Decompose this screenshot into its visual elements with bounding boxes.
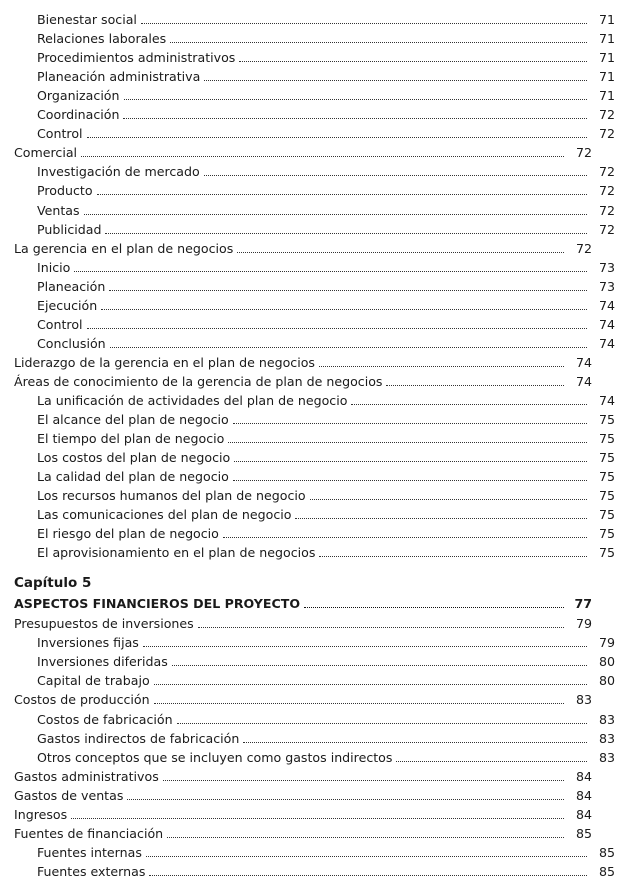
toc-entry-page-number: 72 [575, 240, 592, 256]
toc-entry[interactable] [0, 160, 637, 179]
toc-entry-title: El tiempo del plan de negocio [37, 431, 225, 447]
dot-leader [105, 233, 587, 234]
toc-entry[interactable] [0, 822, 614, 841]
toc-entry-page-number: 72 [598, 183, 615, 199]
toc-entry-title: Conclusión [37, 335, 106, 351]
dot-leader [167, 837, 564, 838]
toc-entry[interactable] [0, 522, 637, 541]
toc-entry[interactable] [0, 784, 614, 803]
toc-entry-title: Inicio [37, 259, 71, 275]
chapter-page-number: 77 [574, 596, 592, 611]
dot-leader [146, 856, 587, 857]
dot-leader [319, 556, 587, 557]
toc-entry[interactable] [0, 408, 637, 427]
toc-entry[interactable] [0, 370, 614, 389]
dot-leader [228, 442, 587, 443]
toc-entry-title: Costos de fabricación [37, 711, 173, 727]
toc-entry[interactable] [0, 727, 637, 746]
toc-entry-title: Inversiones fijas [37, 635, 139, 651]
toc-entry[interactable] [0, 294, 637, 313]
toc-entry-title: Los recursos humanos del plan de negocio [37, 488, 306, 504]
chapter-title: ASPECTOS FINANCIEROS DEL PROYECTO [14, 596, 301, 611]
toc-entry-page-number: 84 [575, 787, 592, 803]
dot-leader [123, 118, 587, 119]
toc-entry-title: Inversiones diferidas [37, 654, 168, 670]
toc-entry-page-number: 74 [598, 393, 615, 408]
toc-entry-title: Fuentes de financiación [14, 826, 164, 842]
toc-entry-title: Coordinación [37, 107, 120, 123]
dot-leader [163, 780, 564, 781]
toc-entry-title: La unificación de actividades del plan de negocio [37, 393, 348, 408]
toc-entry-title: El riesgo del plan de negocio [37, 526, 219, 542]
toc-entry-page-number: 75 [598, 431, 615, 447]
dot-leader [87, 328, 587, 329]
toc-entry[interactable] [0, 332, 637, 351]
toc-entry-title: El aprovisionamiento en el plan de negocios [37, 545, 316, 561]
toc-entry-title: Planeación administrativa [37, 69, 201, 85]
toc-entry-title: Organización [37, 88, 120, 104]
dot-leader [149, 875, 587, 876]
toc-entry-title: Comercial [14, 145, 78, 161]
toc-entry-page-number: 71 [598, 69, 615, 85]
toc-entry[interactable] [0, 8, 637, 27]
toc-entry[interactable] [0, 484, 637, 503]
toc-entry-title: Liderazgo de la gerencia en el plan de negocios [14, 354, 315, 370]
dot-leader [237, 252, 564, 253]
toc-entry-page-number: 85 [598, 845, 615, 861]
toc-entry[interactable] [0, 841, 637, 860]
toc-entry[interactable] [0, 446, 637, 465]
toc-entry[interactable] [0, 141, 614, 160]
dot-leader [295, 518, 587, 519]
chapter-title-entry[interactable] [0, 592, 614, 611]
dot-leader [170, 42, 587, 43]
toc-entry-title: Relaciones laborales [37, 31, 167, 47]
toc-entry-page-number: 79 [575, 616, 592, 631]
toc-entry-title: Gastos de ventas [14, 787, 124, 803]
dot-leader [239, 61, 587, 62]
toc-entry-title: Otros conceptos que se incluyen como gastos indirectos [37, 749, 393, 765]
toc-entry[interactable] [0, 465, 637, 484]
toc-entry-title: Áreas de conocimiento de la gerencia de plan de negocios [14, 373, 383, 389]
toc-entry-title: Control [37, 316, 83, 332]
dot-leader [87, 137, 587, 138]
toc-entry[interactable] [0, 612, 614, 631]
dot-leader [234, 461, 587, 462]
toc-entry-page-number: 74 [575, 373, 592, 389]
dot-leader [198, 627, 564, 628]
dot-leader [154, 703, 564, 704]
toc-entry-page-number: 74 [598, 316, 615, 332]
dot-leader [223, 537, 587, 538]
toc-entry-page-number: 74 [575, 354, 592, 370]
toc-entry-page-number: 74 [598, 297, 615, 313]
dot-leader [386, 385, 564, 386]
toc-entry-page-number: 85 [598, 864, 615, 880]
toc-entry-page-number: 74 [598, 335, 615, 351]
toc-entry-page-number: 72 [598, 221, 615, 237]
toc-entry-page-number: 71 [598, 12, 615, 27]
toc-entry-page-number: 83 [598, 730, 615, 746]
toc-entry[interactable] [0, 46, 637, 65]
toc-entry[interactable] [0, 427, 637, 446]
toc-entry[interactable] [0, 122, 637, 141]
dot-leader [351, 404, 587, 405]
toc-entry[interactable] [0, 27, 637, 46]
toc-entry-title: Control [37, 126, 83, 142]
toc-entry-title: Publicidad [37, 221, 102, 237]
dot-leader [396, 761, 587, 762]
toc-entry-page-number: 75 [598, 450, 615, 466]
toc-entry[interactable] [0, 860, 637, 879]
dot-leader [97, 194, 587, 195]
chapter-label: Capítulo 5 [14, 575, 92, 591]
dot-leader [204, 175, 587, 176]
toc-entry[interactable] [0, 256, 637, 275]
dot-leader [81, 156, 564, 157]
toc-entry-title: El alcance del plan de negocio [37, 412, 229, 428]
toc-entry-page-number: 84 [575, 807, 592, 822]
dot-leader [233, 423, 587, 424]
toc-entry-page-number: 83 [598, 749, 615, 765]
toc-entry-page-number: 83 [575, 692, 592, 708]
dot-leader [127, 799, 564, 800]
toc-entry[interactable] [0, 84, 637, 103]
toc-entry-page-number: 71 [598, 88, 615, 104]
toc-entry[interactable] [0, 803, 614, 822]
toc-entry-page-number: 73 [598, 278, 615, 294]
toc-entry-title: Capital de trabajo [37, 673, 150, 689]
toc-entry-title: Fuentes internas [37, 845, 142, 861]
toc-entry[interactable] [0, 65, 637, 84]
dot-leader [319, 366, 564, 367]
toc-entry-page-number: 72 [598, 202, 615, 218]
dot-leader [204, 80, 587, 81]
toc-entry-page-number: 71 [598, 50, 615, 66]
toc-entry[interactable] [0, 199, 637, 218]
toc-entry[interactable] [0, 708, 637, 727]
dot-leader [233, 480, 587, 481]
toc-entry[interactable] [0, 503, 637, 522]
toc-entry-title: Procedimientos administrativos [37, 50, 236, 66]
dot-leader [143, 646, 587, 647]
toc-entry-title: Las comunicaciones del plan de negocio [37, 507, 292, 523]
toc-entry-page-number: 80 [598, 673, 615, 689]
toc-entry[interactable] [0, 389, 637, 408]
toc-entry-page-number: 80 [598, 654, 615, 670]
toc-entry-page-number: 75 [598, 545, 615, 561]
toc-entry-page-number: 84 [575, 768, 592, 784]
toc-entry-page-number: 72 [598, 164, 615, 180]
toc-entry[interactable] [0, 746, 637, 765]
toc-entry-title: Los costos del plan de negocio [37, 450, 231, 466]
dot-leader [71, 818, 564, 819]
dot-leader [109, 290, 587, 291]
dot-leader [124, 99, 588, 100]
toc-entry-page-number: 83 [598, 711, 615, 727]
toc-entry-page-number: 75 [598, 469, 615, 485]
dot-leader [310, 499, 587, 500]
toc-entry-title: La gerencia en el plan de negocios [14, 240, 234, 256]
toc-entry-page-number: 72 [598, 126, 615, 142]
toc-entry-title: Bienestar social [37, 12, 137, 27]
toc-entry[interactable] [0, 103, 637, 122]
dot-leader [141, 23, 587, 24]
toc-entry-page-number: 85 [575, 826, 592, 842]
toc-entry-title: Planeación [37, 278, 106, 294]
toc-entry-title: Ejecución [37, 297, 98, 313]
toc-entry-title: Fuentes externas [37, 864, 146, 880]
toc-entry-title: Gastos administrativos [14, 768, 159, 784]
dot-leader [172, 665, 587, 666]
dot-leader [84, 214, 587, 215]
toc-entry-page-number: 73 [598, 259, 615, 275]
toc-entry[interactable] [0, 765, 614, 784]
toc-entry-title: Producto [37, 183, 93, 199]
toc-entry-page-number: 72 [575, 145, 592, 161]
toc-entry-page-number: 75 [598, 507, 615, 523]
toc-entry[interactable] [0, 351, 614, 370]
toc-entry[interactable] [0, 218, 637, 237]
toc-entry-title: La calidad del plan de negocio [37, 469, 229, 485]
toc-entry-title: Presupuestos de inversiones [14, 616, 194, 631]
toc-entry[interactable] [0, 179, 637, 198]
dot-leader [101, 309, 587, 310]
toc-entry-title: Ventas [37, 202, 80, 218]
dot-leader [154, 684, 587, 685]
toc-entry[interactable] [0, 631, 637, 650]
toc-entry-title: Costos de producción [14, 692, 150, 708]
toc-entry-page-number: 75 [598, 488, 615, 504]
toc-entry-page-number: 72 [598, 107, 615, 123]
toc-entry[interactable] [0, 688, 614, 707]
toc-entry[interactable] [0, 237, 614, 256]
toc-entry-title: Gastos indirectos de fabricación [37, 730, 240, 746]
toc-entry[interactable] [0, 275, 637, 294]
toc-entry[interactable] [0, 313, 637, 332]
dot-leader [110, 347, 587, 348]
toc-entry-title: Investigación de mercado [37, 164, 200, 180]
toc-entry[interactable] [0, 541, 637, 560]
dot-leader [177, 723, 587, 724]
dot-leader [304, 607, 564, 608]
toc-entry-page-number: 75 [598, 526, 615, 542]
toc-entry-page-number: 71 [598, 31, 615, 47]
dot-leader [74, 271, 587, 272]
toc-entry-page-number: 75 [598, 412, 615, 428]
toc-entry-page-number: 79 [598, 635, 615, 651]
toc-entry[interactable] [0, 669, 637, 688]
dot-leader [243, 742, 587, 743]
toc-entry[interactable] [0, 650, 637, 669]
toc-entry-title: Ingresos [14, 807, 68, 822]
